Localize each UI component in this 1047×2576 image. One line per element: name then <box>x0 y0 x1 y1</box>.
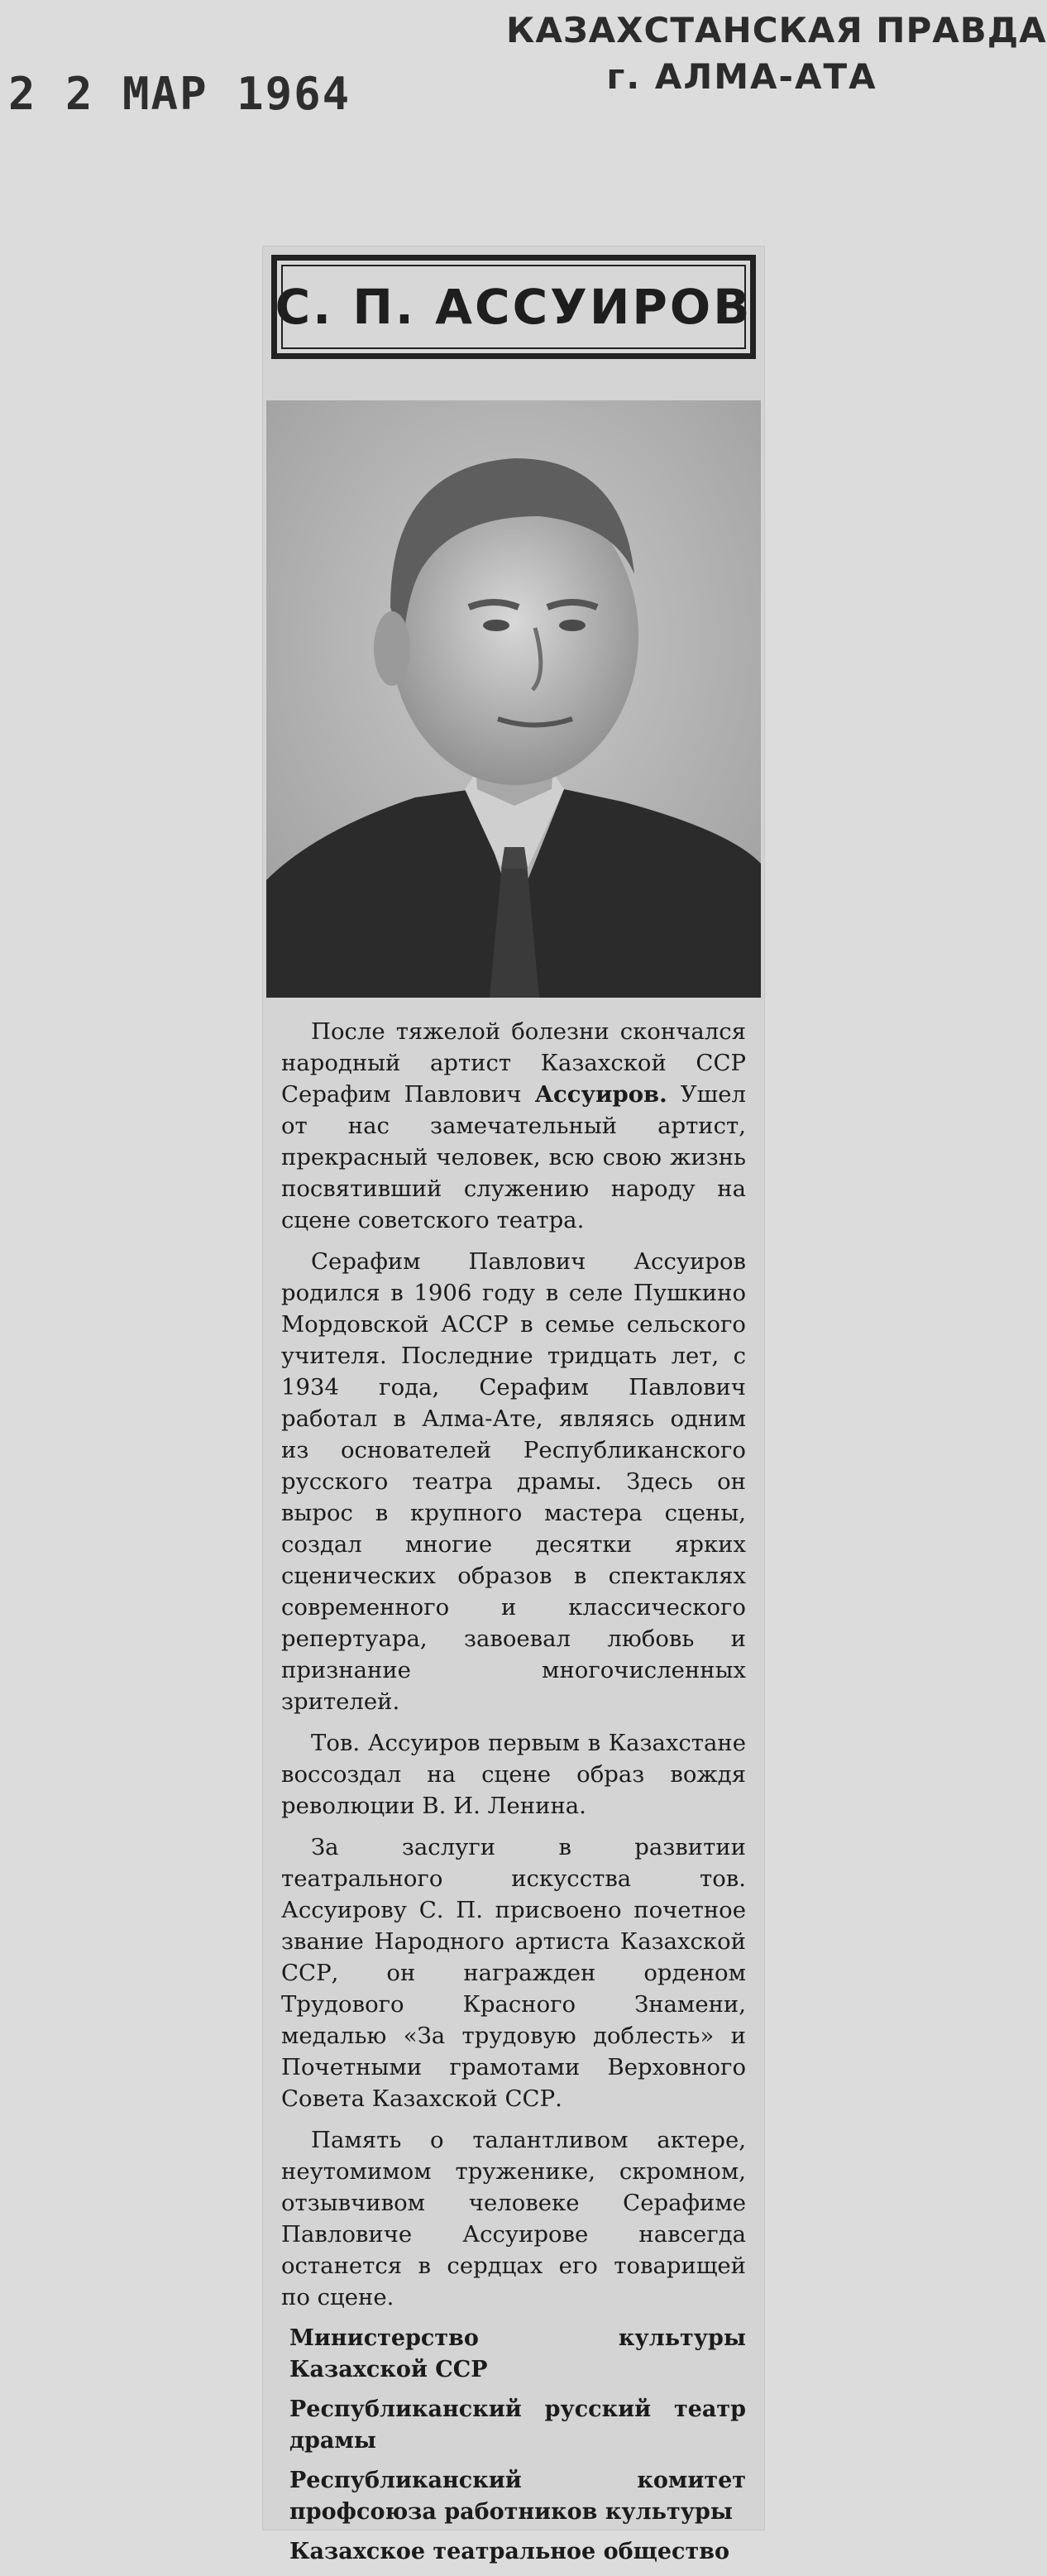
paragraph-1-start: После тяжелой болезни скончался народный артист Казахской ССР Серафим Павлович <box>281 1018 746 1108</box>
newspaper-clipping <box>263 247 764 2564</box>
signatories-list <box>281 2323 746 2568</box>
article-title: С. П. АССУИРОВ <box>275 279 753 335</box>
paragraph-3: Тов. Ассуиров первым в Казахстане воссоздал на сцене образ вождя революции В. И. Ленина. <box>281 1730 746 1819</box>
source-stamp <box>506 10 1047 98</box>
title-frame <box>271 255 756 359</box>
portrait-photo-icon <box>266 400 761 998</box>
paragraph-2: Серафим Павлович Ассуиров родился в 1906 году в селе Пушкино Мордовской АССР в семье сельского учителя. Последние тридцать лет, с 1934 года, Серафим Павлович работал в Алма-Ате, являясь одним из основателей Республиканского русского театра драмы. Здесь он вырос в крупного мастера сцены, создал многие десятки ярких сценических образов в спектаклях современного и классического репертуара, завоевал любовь и признание многочисленных зрителей. <box>281 1248 746 1715</box>
paragraph-4: За заслуги в развитии театрального искусства тов. Ассуирову С. П. присвоено почетное звание Народного артиста Казахской ССР, он награжден орденом Трудового Красного Знамени, медалью «За трудовую доблесть» и Почетными грамотами Верховного Совета Казахской ССР. <box>281 1834 746 2112</box>
signatory-theater-society: Казахское театральное общество <box>289 2539 729 2564</box>
signatory-theater: Республиканский русский театр драмы <box>289 2396 746 2454</box>
obituary-text <box>263 1016 764 2576</box>
paragraph-1-end: Ушел от нас замечательный артист, прекрасный человек, всю свою жизнь посвятивший служению народу на сцене советского театра. <box>281 1081 746 1233</box>
date-stamp: 2 2 МАР 1964 <box>8 68 351 120</box>
paragraph-1 <box>281 1016 746 1236</box>
source-city: г. АЛМА-АТА <box>606 56 877 98</box>
deceased-name: Ассуиров. <box>534 1081 667 1108</box>
source-newspaper-name: КАЗАХСТАНСКАЯ ПРАВДА <box>506 10 1047 50</box>
paragraph-5: Память о талантливом актере, неутомимом труженике, скромном, отзывчивом человеке Серафиме Павловиче Ассуирове навсегда останется в сердцах его товарищей по сцене. <box>281 2127 746 2310</box>
signatory-ministry: Министерство культуры Казахской ССР <box>289 2325 746 2382</box>
signatory-union-committee: Республиканский комитет профсоюза работников культуры <box>289 2468 746 2525</box>
